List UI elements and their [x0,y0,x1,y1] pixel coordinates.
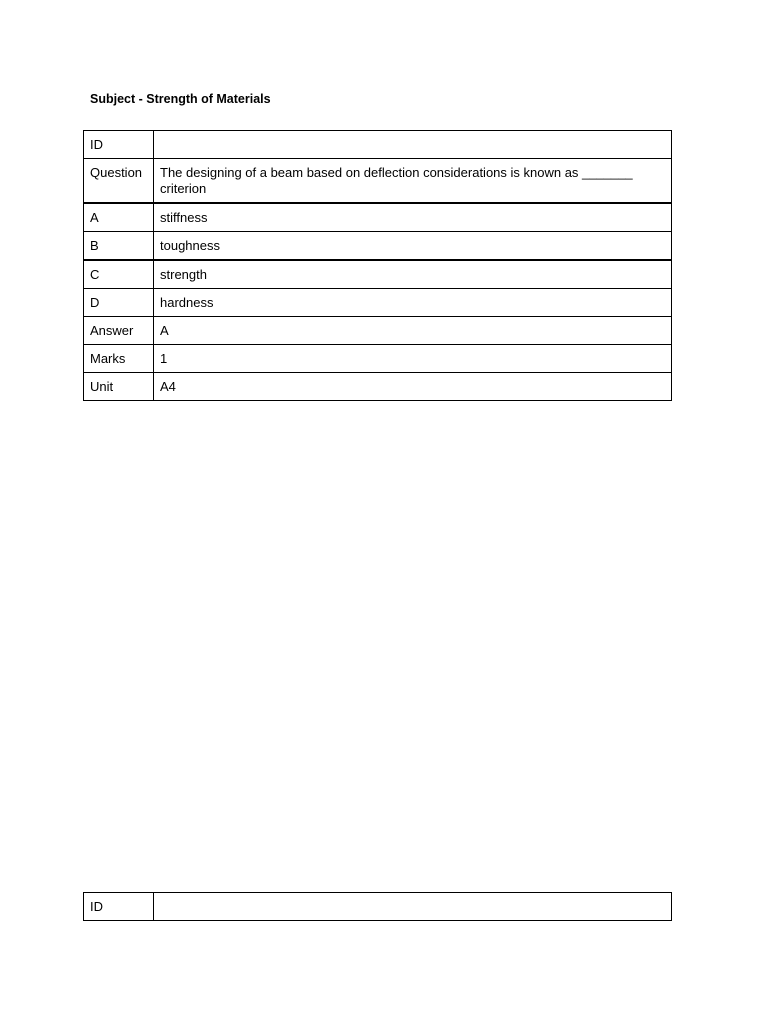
table-row-marks [84,345,672,373]
table-row-option-c [84,260,672,289]
option-d-label: D [84,289,154,317]
table-row-id [84,893,672,921]
unit-label: Unit [84,373,154,401]
marks-label: Marks [84,345,154,373]
table-row-unit [84,373,672,401]
id-label: ID [84,893,154,921]
marks-value: 1 [154,345,672,373]
subject-heading: Subject - Strength of Materials [90,92,271,106]
option-c-text: strength [154,260,672,289]
id-value [154,131,672,159]
option-b-label: B [84,232,154,261]
table-row-option-a [84,203,672,232]
option-a-text: stiffness [154,203,672,232]
table-row-option-b [84,232,672,261]
unit-value: A4 [154,373,672,401]
option-b-text: toughness [154,232,672,261]
table-row-answer [84,317,672,345]
question-label: Question [84,159,154,204]
table-row-question [84,159,672,204]
option-a-label: A [84,203,154,232]
id-value [154,893,672,921]
question-table [83,130,672,401]
option-c-label: C [84,260,154,289]
answer-label: Answer [84,317,154,345]
question-table-2 [83,892,672,921]
table-row-id [84,131,672,159]
question-text: The designing of a beam based on deflection considerations is known as _______ criterion [154,159,672,204]
table-row-option-d [84,289,672,317]
answer-value: A [154,317,672,345]
option-d-text: hardness [154,289,672,317]
id-label: ID [84,131,154,159]
